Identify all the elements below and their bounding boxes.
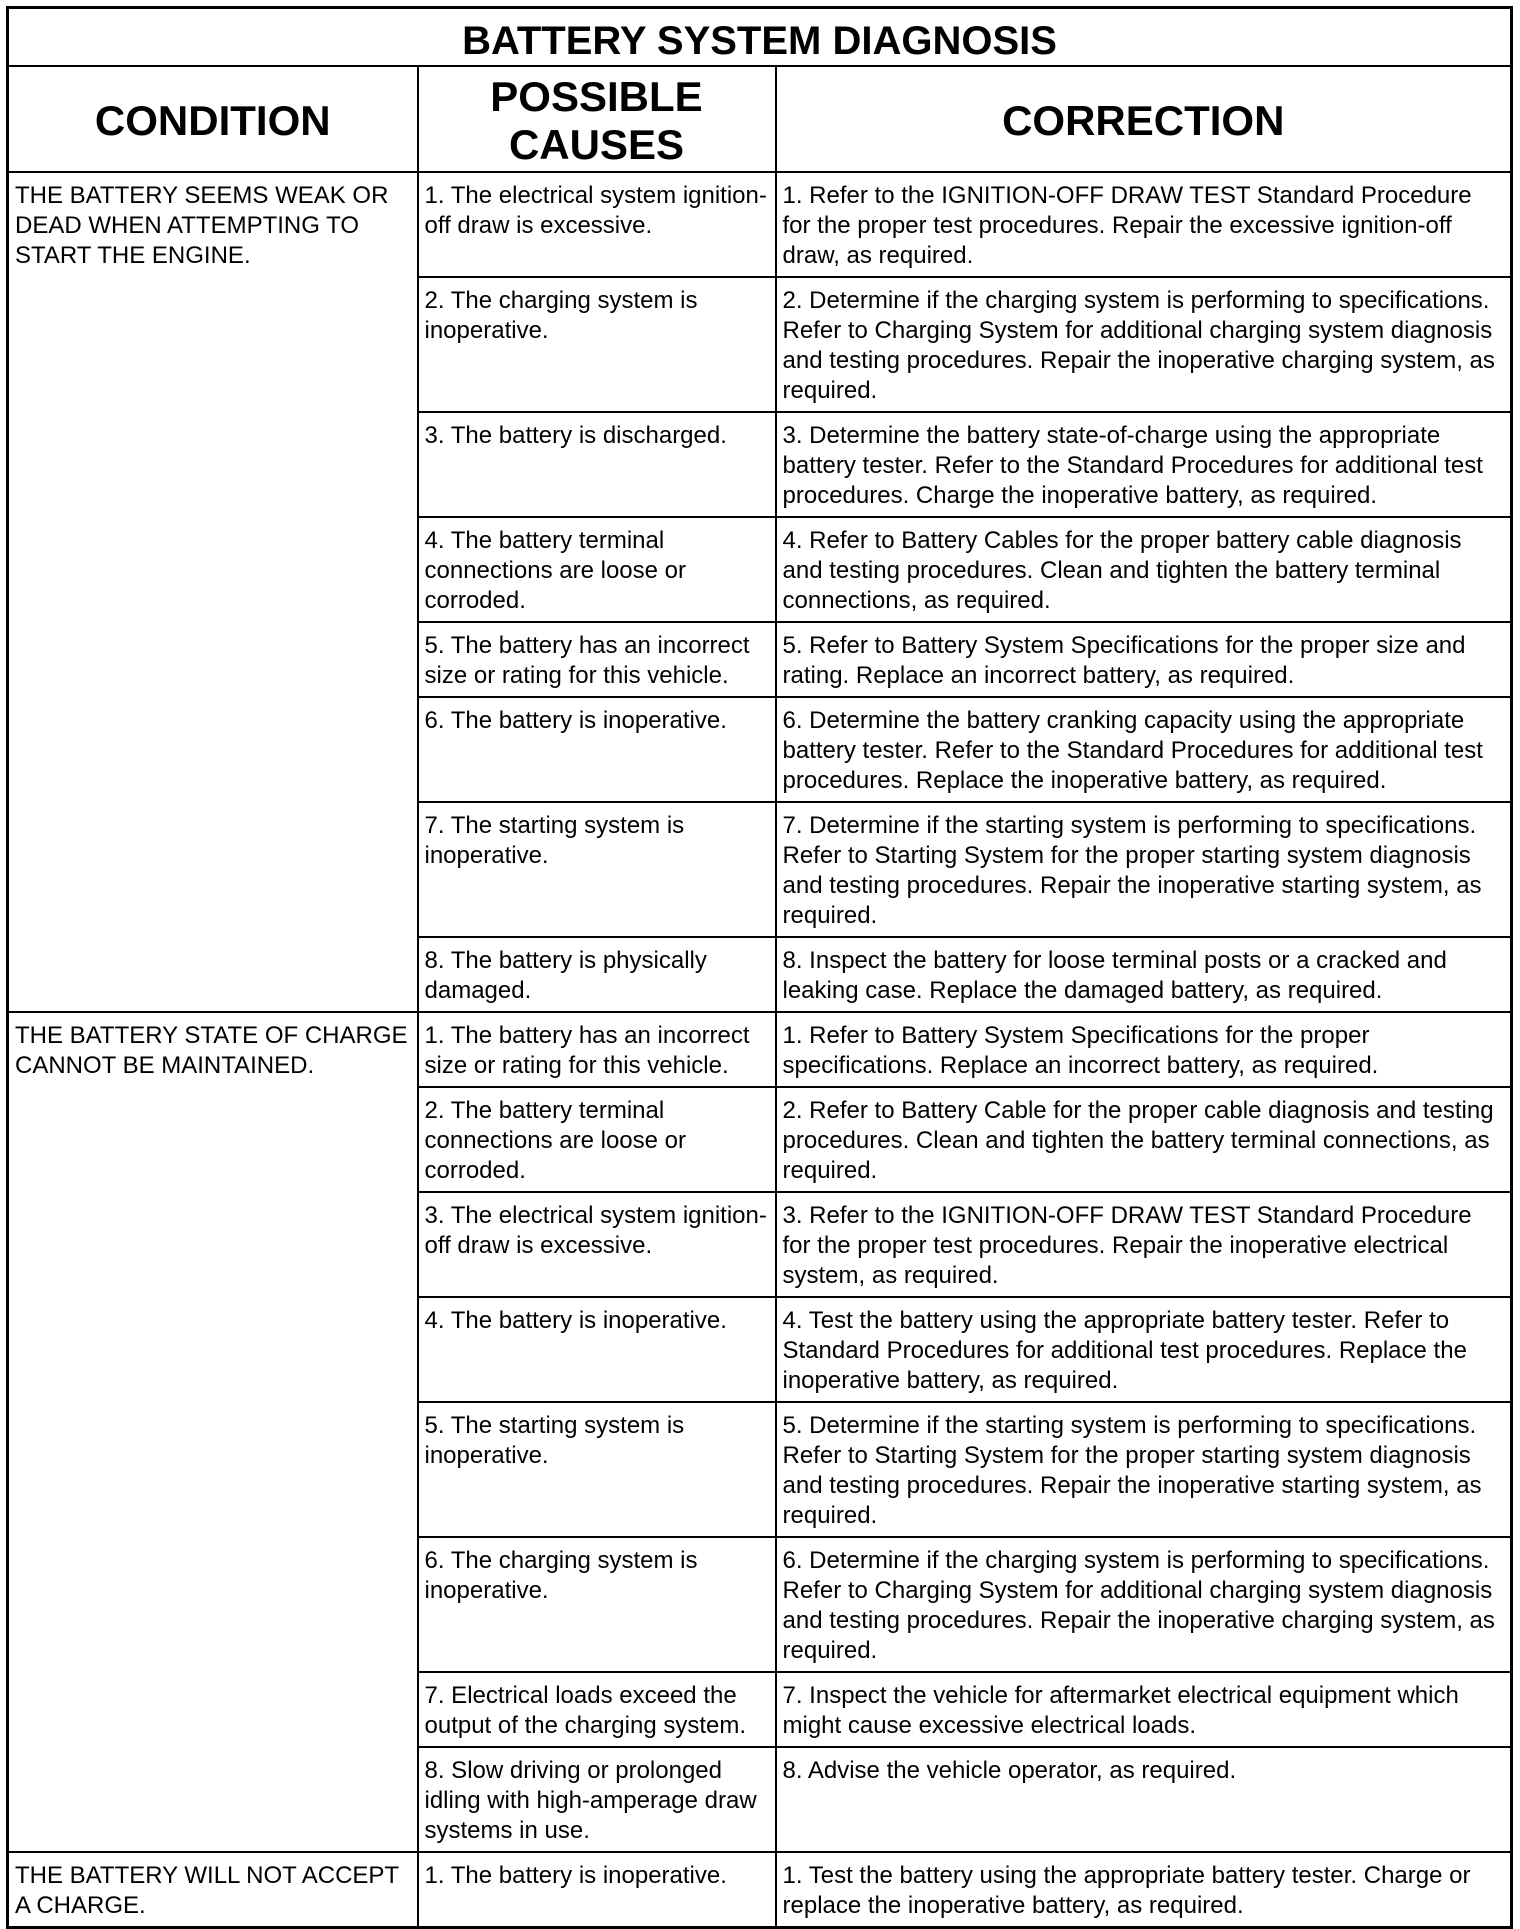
cause-cell: 4. The battery terminal connections are loose or corroded. (418, 517, 776, 622)
battery-diagnosis-table (6, 6, 1513, 1929)
cause-cell: 3. The battery is discharged. (418, 412, 776, 517)
condition-cell: THE BATTERY SEEMS WEAK OR DEAD WHEN ATTEMPTING TO START THE ENGINE. (8, 172, 418, 1012)
cause-cell: 7. The starting system is inoperative. (418, 802, 776, 937)
cause-cell: 2. The charging system is inoperative. (418, 277, 776, 412)
cause-cell: 7. Electrical loads exceed the output of the charging system. (418, 1672, 776, 1747)
correction-cell: 8. Advise the vehicle operator, as required. (776, 1747, 1512, 1852)
cause-cell: 1. The electrical system ignition-off draw is excessive. (418, 172, 776, 277)
cause-cell: 1. The battery has an incorrect size or rating for this vehicle. (418, 1012, 776, 1087)
cause-cell: 5. The battery has an incorrect size or rating for this vehicle. (418, 622, 776, 697)
cause-cell: 2. The battery terminal connections are loose or corroded. (418, 1087, 776, 1192)
correction-cell: 7. Inspect the vehicle for aftermarket electrical equipment which might cause excessive electrical loads. (776, 1672, 1512, 1747)
cause-cell: 4. The battery is inoperative. (418, 1297, 776, 1402)
correction-cell: 8. Inspect the battery for loose terminal posts or a cracked and leaking case. Replace the damaged battery, as required. (776, 937, 1512, 1012)
correction-cell: 6. Determine if the charging system is performing to specifications. Refer to Charging System for additional charging system diagnosis and testing procedures. Repair the inoperative charging system, as required. (776, 1537, 1512, 1672)
correction-cell: 7. Determine if the starting system is performing to specifications. Refer to Starting System for the proper starting system diagnosis and testing procedures. Repair the inoperative starting system, as required. (776, 802, 1512, 937)
cause-cell: 3. The electrical system ignition-off draw is excessive. (418, 1192, 776, 1297)
cause-cell: 5. The starting system is inoperative. (418, 1402, 776, 1537)
correction-cell: 1. Test the battery using the appropriate battery tester. Charge or replace the inoperative battery, as required. (776, 1852, 1512, 1928)
header-possible-causes: POSSIBLE CAUSES (418, 66, 776, 172)
condition-cell: THE BATTERY STATE OF CHARGE CANNOT BE MAINTAINED. (8, 1012, 418, 1852)
correction-cell: 5. Determine if the starting system is performing to specifications. Refer to Starting System for the proper starting system diagnosis and testing procedures. Repair the inoperative starting system, as required. (776, 1402, 1512, 1537)
header-correction: CORRECTION (776, 66, 1512, 172)
correction-cell: 1. Refer to the IGNITION-OFF DRAW TEST Standard Procedure for the proper test procedures. Repair the excessive ignition-off draw, as required. (776, 172, 1512, 277)
header-row (8, 66, 1512, 172)
table-title: BATTERY SYSTEM DIAGNOSIS (8, 8, 1512, 67)
table-row (8, 1012, 1512, 1087)
table-row (8, 172, 1512, 277)
correction-cell: 4. Test the battery using the appropriate battery tester. Refer to Standard Procedures for additional test procedures. Replace the inoperative battery, as required. (776, 1297, 1512, 1402)
table-row (8, 1852, 1512, 1928)
cause-cell: 8. Slow driving or prolonged idling with high-amperage draw systems in use. (418, 1747, 776, 1852)
cause-cell: 8. The battery is physically damaged. (418, 937, 776, 1012)
table-body (8, 172, 1512, 1928)
title-row (8, 8, 1512, 67)
header-condition: CONDITION (8, 66, 418, 172)
correction-cell: 6. Determine the battery cranking capacity using the appropriate battery tester. Refer to the Standard Procedures for additional test procedures. Replace the inoperative battery, as required. (776, 697, 1512, 802)
correction-cell: 3. Refer to the IGNITION-OFF DRAW TEST Standard Procedure for the proper test procedures. Repair the inoperative electrical system, as required. (776, 1192, 1512, 1297)
condition-cell: THE BATTERY WILL NOT ACCEPT A CHARGE. (8, 1852, 418, 1928)
cause-cell: 6. The battery is inoperative. (418, 697, 776, 802)
correction-cell: 2. Refer to Battery Cable for the proper cable diagnosis and testing procedures. Clean and tighten the battery terminal connections, as required. (776, 1087, 1512, 1192)
correction-cell: 2. Determine if the charging system is performing to specifications. Refer to Charging System for additional charging system diagnosis and testing procedures. Repair the inoperative charging system, as required. (776, 277, 1512, 412)
cause-cell: 6. The charging system is inoperative. (418, 1537, 776, 1672)
correction-cell: 5. Refer to Battery System Specifications for the proper size and rating. Replace an incorrect battery, as required. (776, 622, 1512, 697)
correction-cell: 1. Refer to Battery System Specifications for the proper specifications. Replace an incorrect battery, as required. (776, 1012, 1512, 1087)
correction-cell: 4. Refer to Battery Cables for the proper battery cable diagnosis and testing procedures. Clean and tighten the battery terminal connections, as required. (776, 517, 1512, 622)
correction-cell: 3. Determine the battery state-of-charge using the appropriate battery tester. Refer to the Standard Procedures for additional test procedures. Charge the inoperative battery, as required. (776, 412, 1512, 517)
cause-cell: 1. The battery is inoperative. (418, 1852, 776, 1928)
